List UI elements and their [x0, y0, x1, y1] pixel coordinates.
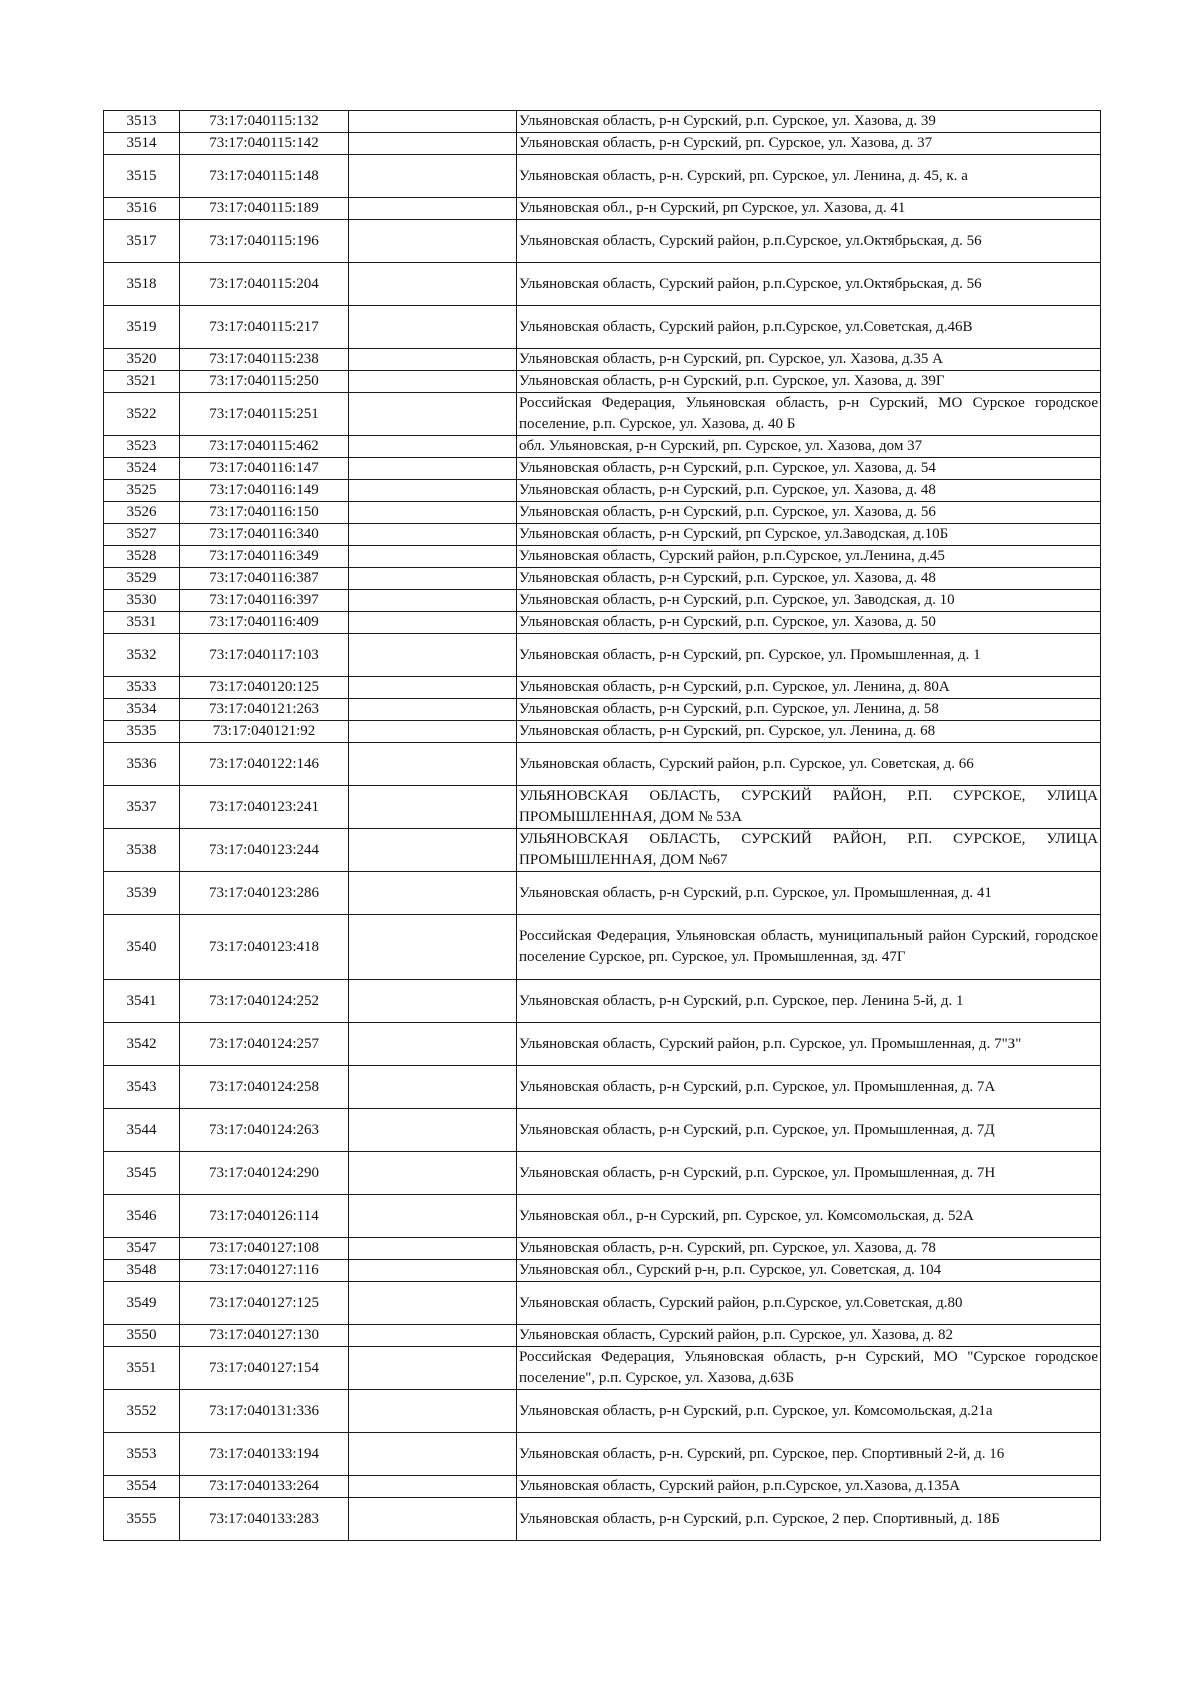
row-number-cell: 3524 — [104, 458, 180, 480]
address-cell: Ульяновская область, р-н Сурский, рп. Сурское, ул. Ленина, д. 68 — [517, 721, 1101, 743]
row-number-cell: 3530 — [104, 590, 180, 612]
table-row — [104, 524, 1101, 546]
empty-cell — [349, 1282, 517, 1325]
empty-cell — [349, 634, 517, 677]
cadastral-number-cell: 73:17:040127:116 — [180, 1260, 349, 1282]
table-row — [104, 743, 1101, 786]
row-number-cell: 3543 — [104, 1066, 180, 1109]
table-row — [104, 1109, 1101, 1152]
empty-cell — [349, 786, 517, 829]
table-row — [104, 436, 1101, 458]
empty-cell — [349, 677, 517, 699]
table-row — [104, 721, 1101, 743]
row-number-cell: 3531 — [104, 612, 180, 634]
cadastral-number-cell: 73:17:040115:251 — [180, 393, 349, 436]
cadastral-number-cell: 73:17:040116:349 — [180, 546, 349, 568]
table-row — [104, 1023, 1101, 1066]
table-row — [104, 590, 1101, 612]
cadastral-number-cell: 73:17:040116:409 — [180, 612, 349, 634]
empty-cell — [349, 111, 517, 133]
cadastral-number-cell: 73:17:040116:340 — [180, 524, 349, 546]
table-row — [104, 458, 1101, 480]
table-row — [104, 371, 1101, 393]
table-row — [104, 306, 1101, 349]
row-number-cell: 3520 — [104, 349, 180, 371]
empty-cell — [349, 1325, 517, 1347]
cadastral-number-cell: 73:17:040122:146 — [180, 743, 349, 786]
cadastral-number-cell: 73:17:040117:103 — [180, 634, 349, 677]
address-cell: Ульяновская область, Сурский район, р.п.Сурское, ул.Советская, д.46В — [517, 306, 1101, 349]
address-cell: Ульяновская область, р-н Сурский, р.п. Сурское, ул. Промышленная, д. 41 — [517, 872, 1101, 915]
empty-cell — [349, 568, 517, 590]
cadastral-number-cell: 73:17:040127:130 — [180, 1325, 349, 1347]
cadastral-number-cell: 73:17:040116:387 — [180, 568, 349, 590]
cadastral-number-cell: 73:17:040124:263 — [180, 1109, 349, 1152]
table-row — [104, 1238, 1101, 1260]
address-cell: Ульяновская область, р-н. Сурский, рп. Сурское, пер. Спортивный 2-й, д. 16 — [517, 1433, 1101, 1476]
address-cell: Ульяновская область, р-н Сурский, рп. Сурское, ул. Хазова, д. 37 — [517, 133, 1101, 155]
empty-cell — [349, 546, 517, 568]
table-row — [104, 1066, 1101, 1109]
empty-cell — [349, 743, 517, 786]
empty-cell — [349, 480, 517, 502]
table-row — [104, 872, 1101, 915]
empty-cell — [349, 1109, 517, 1152]
row-number-cell: 3538 — [104, 829, 180, 872]
address-cell: Российская Федерация, Ульяновская область, муниципальный район Сурский, городское поселение Сурское, рп. Сурское, ул. Промышленная, зд. 47Г — [517, 915, 1101, 980]
cadastral-number-cell: 73:17:040127:108 — [180, 1238, 349, 1260]
cadastral-number-cell: 73:17:040123:241 — [180, 786, 349, 829]
table-row — [104, 546, 1101, 568]
cadastral-number-cell: 73:17:040121:92 — [180, 721, 349, 743]
row-number-cell: 3532 — [104, 634, 180, 677]
cadastral-number-cell: 73:17:040116:149 — [180, 480, 349, 502]
address-cell: Ульяновская область, Сурский район, р.п.Сурское, ул.Октябрьская, д. 56 — [517, 263, 1101, 306]
address-cell: Ульяновская область, р-н Сурский, р.п. Сурское, ул. Промышленная, д. 7А — [517, 1066, 1101, 1109]
cadastral-number-cell: 73:17:040115:196 — [180, 220, 349, 263]
empty-cell — [349, 371, 517, 393]
address-cell: Ульяновская область, Сурский район, р.п.Сурское, ул.Советская, д.80 — [517, 1282, 1101, 1325]
table-row — [104, 220, 1101, 263]
table-row — [104, 1390, 1101, 1433]
cadastral-number-cell: 73:17:040127:125 — [180, 1282, 349, 1325]
row-number-cell: 3553 — [104, 1433, 180, 1476]
empty-cell — [349, 458, 517, 480]
address-cell: Ульяновская область, Сурский район, р.п.Сурское, ул.Октябрьская, д. 56 — [517, 220, 1101, 263]
address-cell: Ульяновская область, р-н Сурский, рп. Сурское, ул. Хазова, д.35 А — [517, 349, 1101, 371]
table-row — [104, 133, 1101, 155]
cadastral-number-cell: 73:17:040121:263 — [180, 699, 349, 721]
address-cell: Ульяновская область, Сурский район, р.п.Сурское, ул.Ленина, д.45 — [517, 546, 1101, 568]
cadastral-number-cell: 73:17:040115:204 — [180, 263, 349, 306]
empty-cell — [349, 263, 517, 306]
empty-cell — [349, 1476, 517, 1498]
row-number-cell: 3544 — [104, 1109, 180, 1152]
empty-cell — [349, 393, 517, 436]
table-row — [104, 263, 1101, 306]
row-number-cell: 3546 — [104, 1195, 180, 1238]
cadastral-number-cell: 73:17:040116:150 — [180, 502, 349, 524]
row-number-cell: 3542 — [104, 1023, 180, 1066]
empty-cell — [349, 872, 517, 915]
address-cell: Ульяновская область, р-н. Сурский, рп. Сурское, ул. Хазова, д. 78 — [517, 1238, 1101, 1260]
address-cell: УЛЬЯНОВСКАЯ ОБЛАСТЬ, СУРСКИЙ РАЙОН, Р.П. СУРСКОЕ, УЛИЦА ПРОМЫШЛЕННАЯ, ДОМ № 53А — [517, 786, 1101, 829]
address-cell: Ульяновская область, Сурский район, р.п.Сурское, ул.Хазова, д.135А — [517, 1476, 1101, 1498]
empty-cell — [349, 915, 517, 980]
row-number-cell: 3541 — [104, 980, 180, 1023]
address-cell: Ульяновская область, р-н Сурский, р.п. Сурское, ул. Заводская, д. 10 — [517, 590, 1101, 612]
empty-cell — [349, 349, 517, 371]
cadastral-number-cell: 73:17:040133:194 — [180, 1433, 349, 1476]
address-cell: Российская Федерация, Ульяновская область, р-н Сурский, МО Сурское городское поселение, р.п. Сурское, ул. Хазова, д. 40 Б — [517, 393, 1101, 436]
address-cell: обл. Ульяновская, р-н Сурский, рп. Сурское, ул. Хазова, дом 37 — [517, 436, 1101, 458]
empty-cell — [349, 980, 517, 1023]
cadastral-number-cell: 73:17:040124:258 — [180, 1066, 349, 1109]
cadastral-number-cell: 73:17:040124:290 — [180, 1152, 349, 1195]
cadastral-number-cell: 73:17:040133:264 — [180, 1476, 349, 1498]
address-cell: Ульяновская область, р-н Сурский, р.п. Сурское, ул. Ленина, д. 58 — [517, 699, 1101, 721]
row-number-cell: 3526 — [104, 502, 180, 524]
cadastral-number-cell: 73:17:040123:286 — [180, 872, 349, 915]
row-number-cell: 3547 — [104, 1238, 180, 1260]
row-number-cell: 3518 — [104, 263, 180, 306]
table-row — [104, 915, 1101, 980]
address-cell: Ульяновская обл., р-н Сурский, рп Сурское, ул. Хазова, д. 41 — [517, 198, 1101, 220]
empty-cell — [349, 1498, 517, 1541]
row-number-cell: 3516 — [104, 198, 180, 220]
row-number-cell: 3551 — [104, 1347, 180, 1390]
row-number-cell: 3536 — [104, 743, 180, 786]
row-number-cell: 3550 — [104, 1325, 180, 1347]
table-row — [104, 1347, 1101, 1390]
row-number-cell: 3540 — [104, 915, 180, 980]
address-cell: Ульяновская область, р-н Сурский, р.п. Сурское, ул. Хазова, д. 56 — [517, 502, 1101, 524]
table-row — [104, 980, 1101, 1023]
row-number-cell: 3549 — [104, 1282, 180, 1325]
cadastral-number-cell: 73:17:040115:217 — [180, 306, 349, 349]
empty-cell — [349, 1152, 517, 1195]
empty-cell — [349, 1260, 517, 1282]
row-number-cell: 3554 — [104, 1476, 180, 1498]
row-number-cell: 3555 — [104, 1498, 180, 1541]
empty-cell — [349, 1238, 517, 1260]
address-cell: Ульяновская область, р-н Сурский, р.п. Сурское, ул. Хазова, д. 48 — [517, 568, 1101, 590]
row-number-cell: 3548 — [104, 1260, 180, 1282]
address-cell: Ульяновская область, р-н Сурский, р.п. Сурское, ул. Промышленная, д. 7Н — [517, 1152, 1101, 1195]
table-row — [104, 1282, 1101, 1325]
table-row — [104, 1476, 1101, 1498]
cadastral-number-cell: 73:17:040115:238 — [180, 349, 349, 371]
cadastral-number-cell: 73:17:040133:283 — [180, 1498, 349, 1541]
cadastral-number-cell: 73:17:040127:154 — [180, 1347, 349, 1390]
row-number-cell: 3517 — [104, 220, 180, 263]
table-row — [104, 1260, 1101, 1282]
address-cell: Ульяновская область, р-н Сурский, р.п. Сурское, ул. Хазова, д. 39Г — [517, 371, 1101, 393]
table-row — [104, 1498, 1101, 1541]
row-number-cell: 3519 — [104, 306, 180, 349]
registry-table-body — [104, 111, 1101, 1541]
address-cell: Ульяновская область, р-н Сурский, рп. Сурское, ул. Промышленная, д. 1 — [517, 634, 1101, 677]
empty-cell — [349, 524, 517, 546]
address-cell: Ульяновская область, Сурский район, р.п. Сурское, ул. Промышленная, д. 7"З" — [517, 1023, 1101, 1066]
table-row — [104, 568, 1101, 590]
address-cell: Российская Федерация, Ульяновская область, р-н Сурский, МО "Сурское городское поселение", р.п. Сурское, ул. Хазова, д.63Б — [517, 1347, 1101, 1390]
empty-cell — [349, 502, 517, 524]
row-number-cell: 3533 — [104, 677, 180, 699]
empty-cell — [349, 1023, 517, 1066]
address-cell: Ульяновская область, р-н. Сурский, рп. Сурское, ул. Ленина, д. 45, к. а — [517, 155, 1101, 198]
cadastral-number-cell: 73:17:040115:148 — [180, 155, 349, 198]
row-number-cell: 3513 — [104, 111, 180, 133]
address-cell: Ульяновская область, р-н Сурский, р.п. Сурское, ул. Хазова, д. 48 — [517, 480, 1101, 502]
address-cell: Ульяновская область, р-н Сурский, р.п. Сурское, ул. Хазова, д. 39 — [517, 111, 1101, 133]
address-cell: УЛЬЯНОВСКАЯ ОБЛАСТЬ, СУРСКИЙ РАЙОН, Р.П. СУРСКОЕ, УЛИЦА ПРОМЫШЛЕННАЯ, ДОМ №67 — [517, 829, 1101, 872]
cadastral-number-cell: 73:17:040115:462 — [180, 436, 349, 458]
table-row — [104, 829, 1101, 872]
table-row — [104, 393, 1101, 436]
cadastral-number-cell: 73:17:040116:397 — [180, 590, 349, 612]
empty-cell — [349, 1433, 517, 1476]
row-number-cell: 3522 — [104, 393, 180, 436]
table-row — [104, 786, 1101, 829]
row-number-cell: 3535 — [104, 721, 180, 743]
table-row — [104, 349, 1101, 371]
empty-cell — [349, 721, 517, 743]
row-number-cell: 3515 — [104, 155, 180, 198]
cadastral-number-cell: 73:17:040126:114 — [180, 1195, 349, 1238]
empty-cell — [349, 829, 517, 872]
row-number-cell: 3545 — [104, 1152, 180, 1195]
empty-cell — [349, 198, 517, 220]
address-cell: Ульяновская область, Сурский район, р.п. Сурское, ул. Советская, д. 66 — [517, 743, 1101, 786]
address-cell: Ульяновская область, Сурский район, р.п. Сурское, ул. Хазова, д. 82 — [517, 1325, 1101, 1347]
empty-cell — [349, 436, 517, 458]
cadastral-number-cell: 73:17:040116:147 — [180, 458, 349, 480]
row-number-cell: 3552 — [104, 1390, 180, 1433]
row-number-cell: 3527 — [104, 524, 180, 546]
address-cell: Ульяновская область, р-н Сурский, р.п. Сурское, ул. Ленина, д. 80А — [517, 677, 1101, 699]
table-row — [104, 612, 1101, 634]
cadastral-number-cell: 73:17:040120:125 — [180, 677, 349, 699]
row-number-cell: 3514 — [104, 133, 180, 155]
empty-cell — [349, 1066, 517, 1109]
table-row — [104, 1195, 1101, 1238]
cadastral-number-cell: 73:17:040124:252 — [180, 980, 349, 1023]
cadastral-number-cell: 73:17:040123:418 — [180, 915, 349, 980]
row-number-cell: 3521 — [104, 371, 180, 393]
address-cell: Ульяновская область, р-н Сурский, р.п. Сурское, ул. Комсомольская, д.21а — [517, 1390, 1101, 1433]
row-number-cell: 3523 — [104, 436, 180, 458]
table-row — [104, 699, 1101, 721]
row-number-cell: 3539 — [104, 872, 180, 915]
empty-cell — [349, 220, 517, 263]
table-row — [104, 1152, 1101, 1195]
table-row — [104, 502, 1101, 524]
empty-cell — [349, 612, 517, 634]
empty-cell — [349, 1347, 517, 1390]
table-row — [104, 111, 1101, 133]
address-cell: Ульяновская область, р-н Сурский, р.п. Сурское, ул. Промышленная, д. 7Д — [517, 1109, 1101, 1152]
empty-cell — [349, 155, 517, 198]
cadastral-number-cell: 73:17:040115:250 — [180, 371, 349, 393]
cadastral-number-cell: 73:17:040124:257 — [180, 1023, 349, 1066]
row-number-cell: 3529 — [104, 568, 180, 590]
table-row — [104, 677, 1101, 699]
empty-cell — [349, 306, 517, 349]
empty-cell — [349, 1195, 517, 1238]
address-cell: Ульяновская область, р-н Сурский, р.п. Сурское, ул. Хазова, д. 50 — [517, 612, 1101, 634]
address-cell: Ульяновская область, р-н Сурский, р.п. Сурское, 2 пер. Спортивный, д. 18Б — [517, 1498, 1101, 1541]
empty-cell — [349, 699, 517, 721]
row-number-cell: 3525 — [104, 480, 180, 502]
address-cell: Ульяновская область, р-н Сурский, р.п. Сурское, пер. Ленина 5-й, д. 1 — [517, 980, 1101, 1023]
empty-cell — [349, 1390, 517, 1433]
table-row — [104, 1433, 1101, 1476]
registry-table — [103, 110, 1101, 1541]
row-number-cell: 3534 — [104, 699, 180, 721]
empty-cell — [349, 590, 517, 612]
cadastral-number-cell: 73:17:040115:189 — [180, 198, 349, 220]
row-number-cell: 3528 — [104, 546, 180, 568]
cadastral-number-cell: 73:17:040131:336 — [180, 1390, 349, 1433]
cadastral-number-cell: 73:17:040123:244 — [180, 829, 349, 872]
address-cell: Ульяновская обл., р-н Сурский, рп. Сурское, ул. Комсомольская, д. 52А — [517, 1195, 1101, 1238]
address-cell: Ульяновская обл., Сурский р-н, р.п. Сурское, ул. Советская, д. 104 — [517, 1260, 1101, 1282]
table-row — [104, 1325, 1101, 1347]
table-row — [104, 155, 1101, 198]
cadastral-number-cell: 73:17:040115:142 — [180, 133, 349, 155]
address-cell: Ульяновская область, р-н Сурский, рп Сурское, ул.Заводская, д.10Б — [517, 524, 1101, 546]
cadastral-number-cell: 73:17:040115:132 — [180, 111, 349, 133]
table-row — [104, 480, 1101, 502]
table-row — [104, 634, 1101, 677]
empty-cell — [349, 133, 517, 155]
table-row — [104, 198, 1101, 220]
row-number-cell: 3537 — [104, 786, 180, 829]
address-cell: Ульяновская область, р-н Сурский, р.п. Сурское, ул. Хазова, д. 54 — [517, 458, 1101, 480]
